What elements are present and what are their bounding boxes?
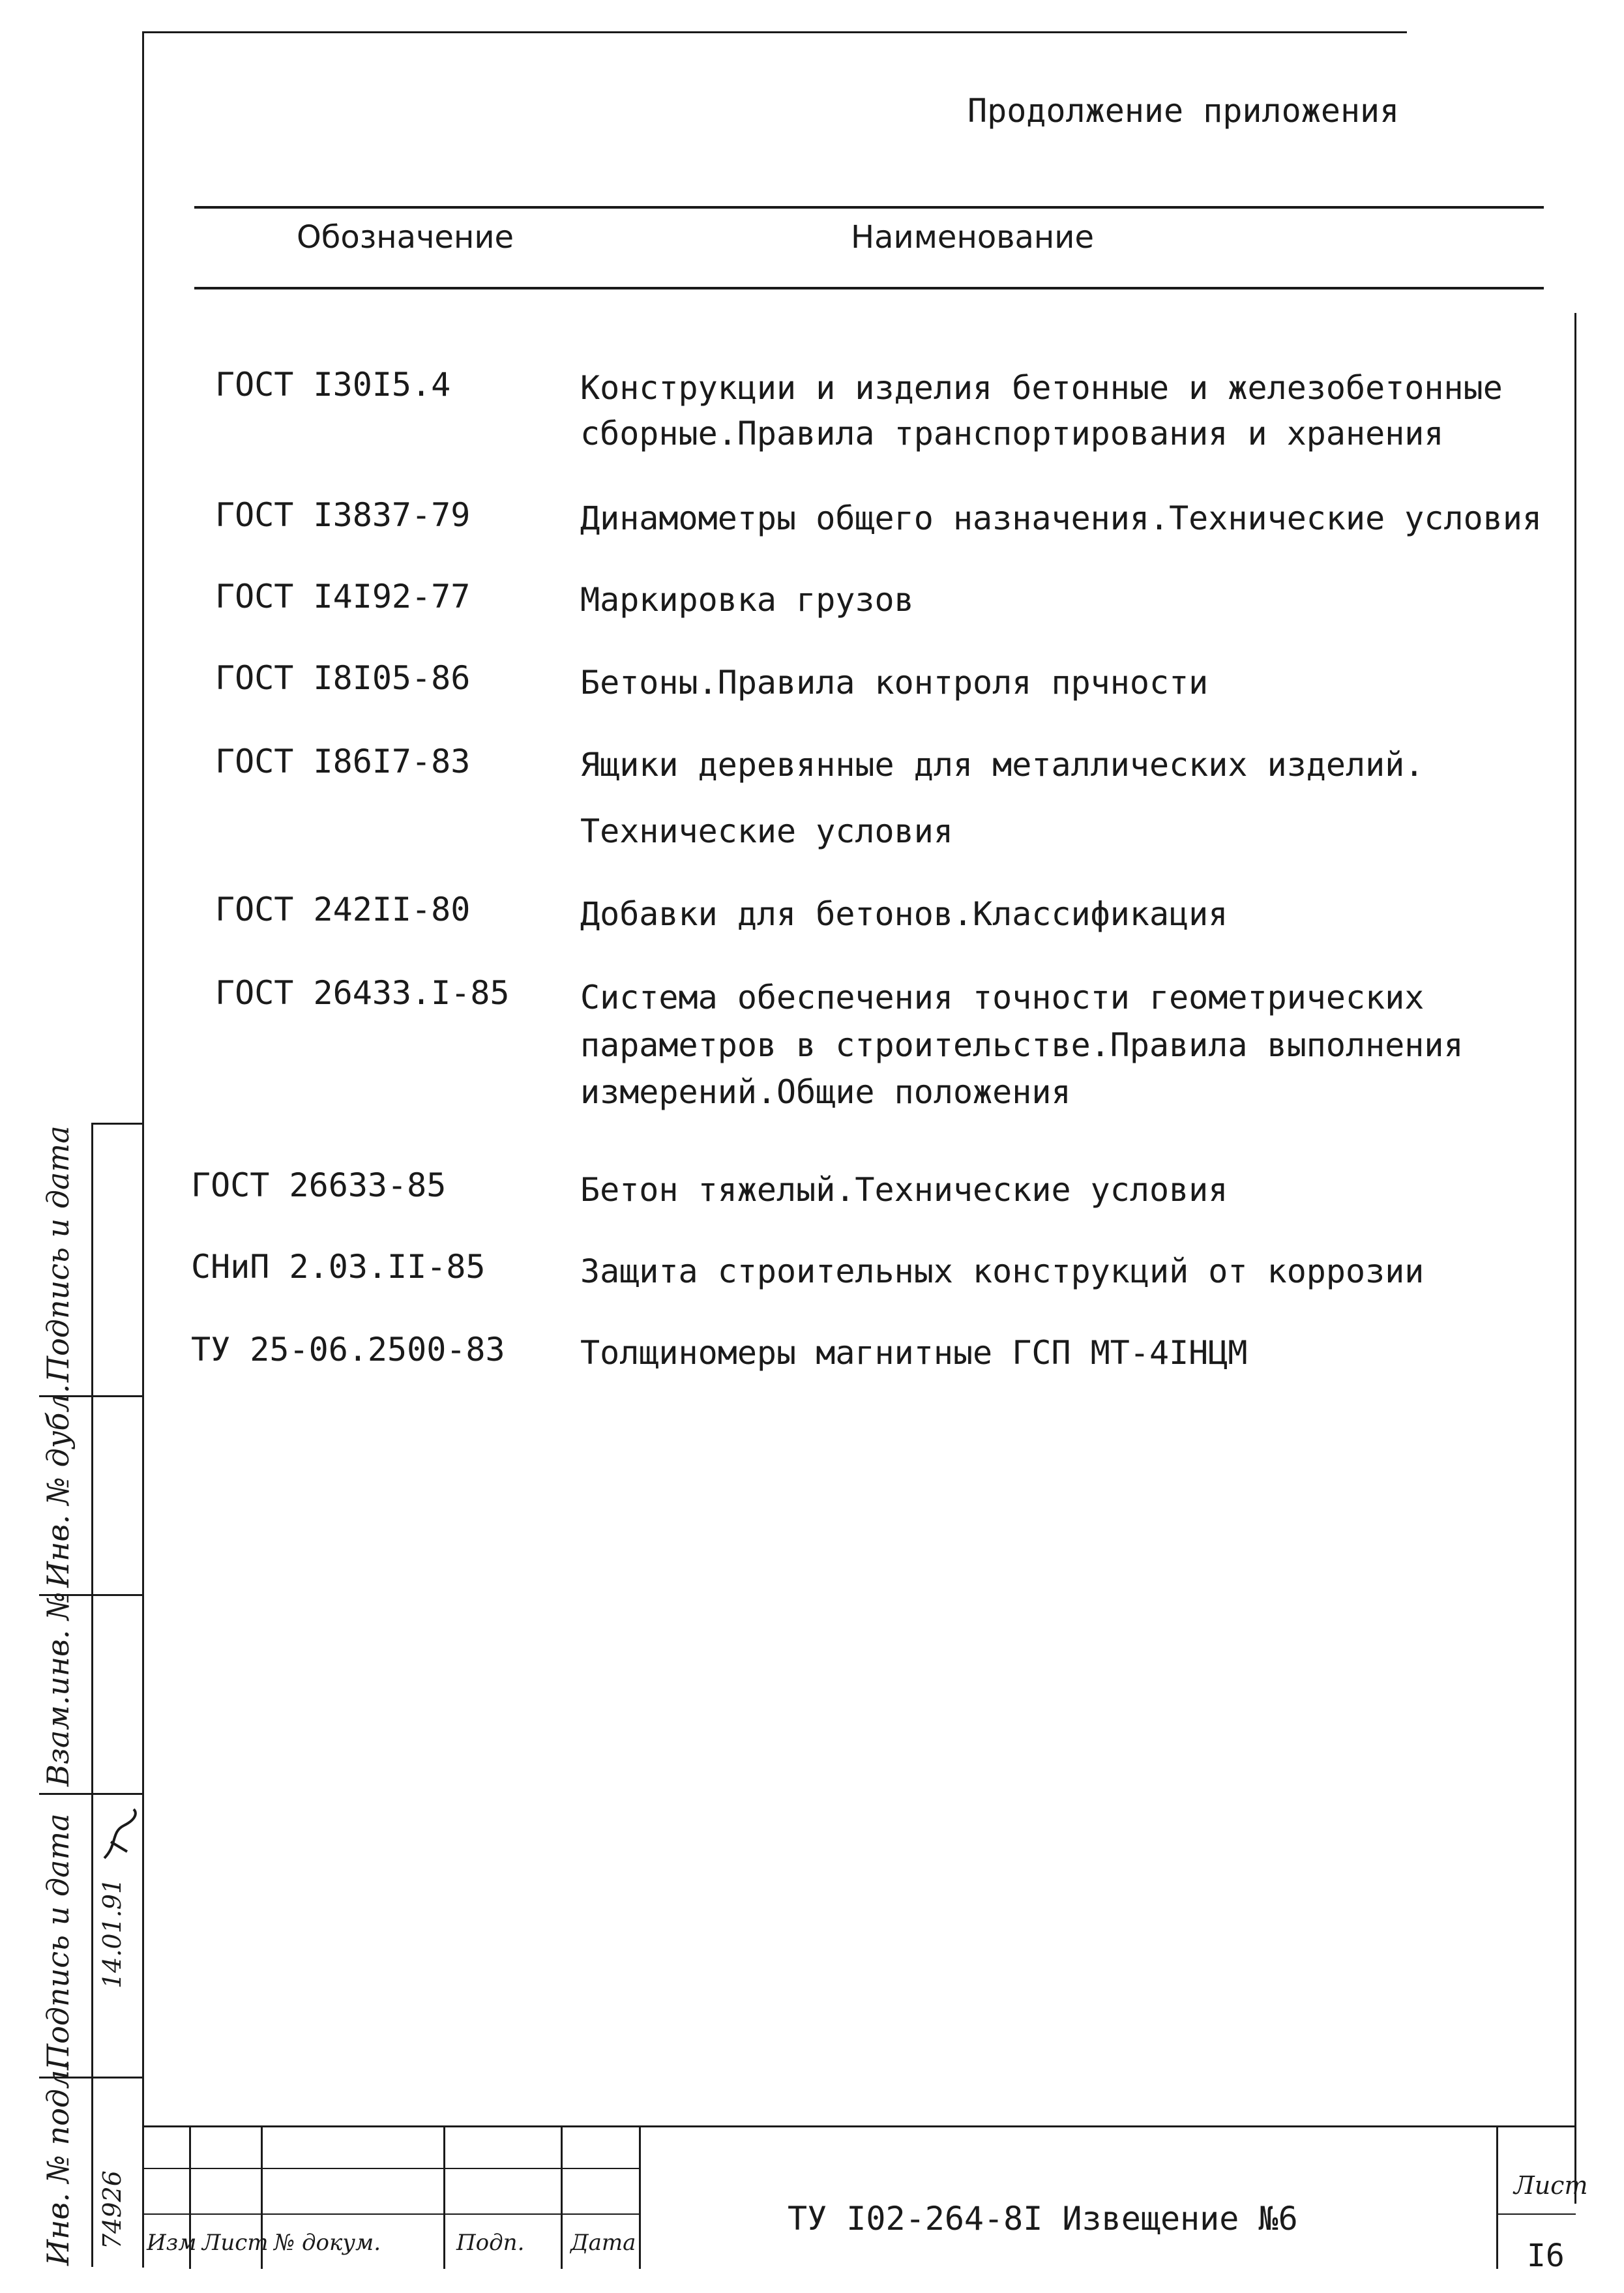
row-code: ГОСТ I4I92-77 bbox=[215, 578, 471, 615]
row-name-line: Добавки для бетонов.Классификация bbox=[580, 895, 1228, 933]
row-name-line: Технические условия bbox=[580, 812, 953, 850]
row-code: ГОСТ 242II-80 bbox=[215, 891, 471, 928]
row-name-line: Динамометры общего назначения.Технические условия bbox=[580, 499, 1543, 537]
title-block-label: Дата bbox=[570, 2230, 636, 2256]
title-block-col bbox=[443, 2125, 445, 2269]
row-code: ГОСТ 26633-85 bbox=[191, 1166, 447, 1204]
row-code: СНиП 2.03.II-85 bbox=[191, 1248, 486, 1286]
title-block-label: Лист bbox=[202, 2230, 269, 2256]
row-name-line: Система обеспечения точности геометрических bbox=[580, 979, 1425, 1016]
title-block-label: № докум. bbox=[274, 2230, 381, 2256]
side-label-replacement-inv: Взам.инв. № bbox=[40, 1591, 76, 1786]
row-code: ГОСТ I8I05-86 bbox=[215, 659, 471, 697]
row-name-line: Толщиномеры магнитные ГСП МТ-4IНЦМ bbox=[580, 1334, 1248, 1372]
title-block-row-line bbox=[143, 2168, 639, 2169]
row-name-line: Бетон тяжелый.Технические условия bbox=[580, 1171, 1228, 1209]
frame-top-border bbox=[142, 31, 1407, 33]
row-code: ГОСТ I30I5.4 bbox=[215, 366, 451, 404]
side-label-signature-date-2: Подпись и дата bbox=[40, 1813, 76, 2070]
handwritten-inv-number: 74926 bbox=[98, 2170, 126, 2249]
row-code: ГОСТ I86I7-83 bbox=[215, 743, 471, 780]
title-block-top-line bbox=[143, 2125, 1575, 2127]
row-name-line: Защита строительных конструкций от коррозии bbox=[580, 1252, 1425, 1290]
handwritten-signature bbox=[98, 1806, 143, 1865]
frame-right-border bbox=[1574, 313, 1576, 2204]
row-name-line: Маркировка грузов bbox=[580, 581, 914, 619]
side-stamp-top-line bbox=[91, 1123, 143, 1125]
row-name-line: сборные.Правила транспортирования и хранения bbox=[580, 415, 1444, 452]
row-code: ГОСТ I3837-79 bbox=[215, 496, 471, 534]
row-name-line: измерений.Общие положения bbox=[580, 1073, 1071, 1111]
title-block-col bbox=[561, 2125, 563, 2269]
title-block-col bbox=[639, 2125, 641, 2269]
title-block-row-line bbox=[143, 2213, 639, 2215]
title-block-col bbox=[1496, 2125, 1498, 2269]
handwritten-date: 14.01.91 bbox=[98, 1878, 126, 1989]
column-header-designation: Обозначение bbox=[297, 219, 514, 256]
row-name-line: параметров в строительстве.Правила выполнения bbox=[580, 1026, 1464, 1064]
column-header-name: Наименование bbox=[851, 219, 1095, 256]
side-stamp-divider bbox=[39, 1793, 143, 1795]
document-designation: ТУ I02-264-8I Извещение №6 bbox=[788, 2200, 1298, 2238]
row-code: ТУ 25-06.2500-83 bbox=[191, 1331, 505, 1368]
title-block-label: Изм bbox=[147, 2230, 197, 2256]
side-label-original-inv: Инв. № подл. bbox=[40, 2060, 76, 2266]
table-header-bottom-rule bbox=[194, 287, 1544, 289]
row-name-line: Ящики деревянные для металлических изделий. bbox=[580, 746, 1425, 784]
sheet-label: Лист bbox=[1514, 2171, 1588, 2200]
side-label-duplicate-inv: Инв. № дубл. bbox=[40, 1383, 76, 1588]
page-title: Продолжение приложения bbox=[967, 92, 1400, 130]
row-name-line: Конструкции и изделия бетонные и железобетонные bbox=[580, 369, 1503, 407]
table-header-top-rule bbox=[194, 206, 1544, 209]
frame-left-border bbox=[142, 31, 144, 2268]
sheet-cell-divider bbox=[1496, 2213, 1576, 2215]
title-block-label: Подп. bbox=[456, 2230, 525, 2256]
row-name-line: Бетоны.Правила контроля прчности bbox=[580, 664, 1209, 702]
side-label-signature-date: Подпись и дата bbox=[40, 1125, 76, 1382]
sheet-number: I6 bbox=[1527, 2238, 1565, 2274]
side-stamp-inner-line bbox=[91, 1123, 93, 2267]
row-code: ГОСТ 26433.I-85 bbox=[215, 974, 510, 1012]
